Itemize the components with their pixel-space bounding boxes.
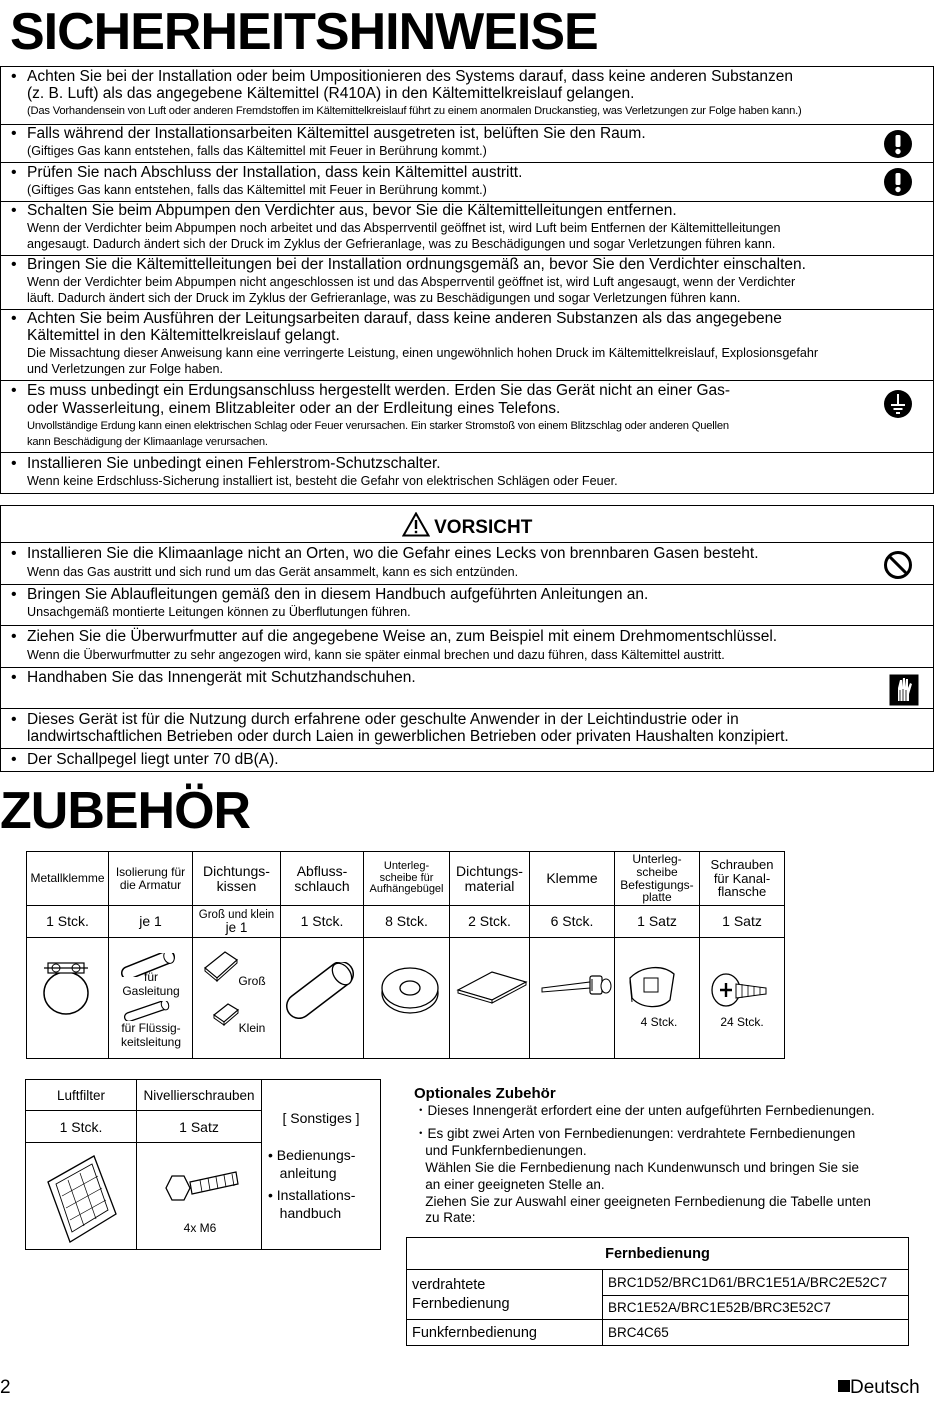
item-note: (Giftiges Gas kann entstehen, falls das Kältemittel mit Feuer in Berührung kommt.) — [27, 144, 487, 158]
leveling-screw-caption: 4x M6 — [183, 1221, 217, 1235]
item-note: Die Missachtung dieser Anweisung kann eine verringerte Leistung, einen ungewöhnlich hohen Druck im Kältemittelkreislauf, Explosionsgefahr — [27, 346, 819, 360]
safety-item — [1, 202, 933, 256]
leveling-screw-icon — [162, 1162, 242, 1212]
item-text: Achten Sie bei der Installation oder beim Umpositionieren des Systems darauf, dass keine anderen Substanzen — [27, 68, 793, 85]
other-item: • Installations- handbuch — [268, 1187, 356, 1221]
other-title: [ Sonstiges ] — [282, 1110, 360, 1126]
air-filter-icon — [44, 1152, 120, 1246]
caution-box — [0, 505, 934, 772]
header-cell: Dichtungs- material — [450, 852, 530, 906]
item-note: (Das Vorhandensein von Luft oder anderen Fremdstoffen im Kältemittelkreislauf führt zu einem anormalen Druckanstieg, was Verletzungen zur Folge haben kann.) — [27, 105, 802, 117]
optional-title: Optionales Zubehör — [414, 1085, 556, 1102]
caution-title: VORSICHT — [434, 517, 533, 538]
gloves-icon — [889, 674, 919, 706]
item-note: und Verletzungen zur Folge haben. — [27, 362, 224, 376]
item-note: Wenn das Gas austritt und sich rund um das Gerät ansammelt, kann es sich entzünden. — [27, 565, 519, 579]
wired-model: BRC1E52A/BRC1E52B/BRC3E52C7 — [603, 1296, 909, 1320]
flange-screw-icon — [708, 970, 770, 1014]
caution-item — [1, 668, 933, 709]
mounting-plate-washer-icon — [622, 962, 682, 1012]
qty-cell: 2 Stck. — [450, 906, 530, 938]
item-text: (z. B. Luft) als das angegebene Kältemittel (R410A) in den Kältemittelkreislauf gelangen. — [27, 85, 635, 102]
washer-icon — [378, 966, 442, 1016]
language-label: Deutsch — [838, 1377, 920, 1399]
divider — [25, 1142, 262, 1143]
item-text: landwirtschaftlichen Betrieben oder durch Laien in gewerblichen Betrieben oder privaten Haushalten konzipiert. — [27, 728, 789, 745]
bullet: • — [11, 545, 17, 562]
clamp-tie-icon — [540, 974, 612, 1000]
bullet: • — [11, 711, 17, 728]
safety-item — [1, 125, 933, 163]
item-text: Bringen Sie Ablaufleitungen gemäß den in diesem Handbuch aufgeführten Anleitungen an. — [27, 586, 649, 603]
bullet: • — [11, 125, 17, 142]
header-cell: Schrauben für Kanal- flansche — [700, 852, 785, 906]
item-note: Unsachgemäß montierte Leitungen können zu Überflutungen führen. — [27, 605, 411, 619]
divider — [25, 1110, 262, 1111]
remote-table-header: Fernbedienung — [407, 1238, 909, 1270]
item-text: Installieren Sie die Klimaanlage nicht an Orten, wo die Gefahr eines Lecks von brennbaren Gasen besteht. — [27, 545, 759, 562]
remote-control-table — [406, 1237, 909, 1346]
mandatory-icon — [883, 167, 913, 197]
item-note: Wenn der Verdichter beim Abpumpen nicht angeschlossen ist und das Absperrventil geöffnet ist, wird Luft angesaugt, wenn der Verdichter — [27, 275, 796, 289]
header-cell: Dichtungs- kissen — [193, 852, 281, 906]
bullet: • — [11, 586, 17, 603]
caution-heading — [1, 512, 933, 539]
divider — [136, 1079, 137, 1250]
other-item: • Bedienungs- anleitung — [268, 1147, 356, 1181]
air-filter-header: Luftfilter — [56, 1088, 106, 1103]
large-caption: Groß — [238, 974, 266, 988]
qty-cell: 1 Stck. — [27, 906, 109, 938]
header-cell: Metallklemme — [27, 852, 109, 906]
caution-header — [1, 506, 933, 543]
item-text: Handhaben Sie das Innengerät mit Schutzhandschuhen. — [27, 669, 416, 686]
safety-item — [1, 453, 933, 495]
qty-cell: Groß und klein je 1 — [193, 906, 281, 938]
item-note: Wenn der Verdichter beim Abpumpen noch arbeitet und das Absperrventil geöffnet ist, wird Luft beim Entfernen der Kältemittelleitungen — [27, 221, 781, 235]
qty-cell: 1 Satz — [700, 906, 785, 938]
wired-label: verdrahtete Fernbedienung — [407, 1270, 603, 1320]
square-icon — [838, 1380, 850, 1392]
safety-item — [1, 67, 933, 125]
bullet: • — [11, 382, 17, 399]
safety-box — [0, 66, 934, 494]
bullet: • — [11, 68, 17, 85]
earth-ground-icon — [883, 389, 913, 419]
qty-cell: je 1 — [109, 906, 193, 938]
screw-count: 24 Stck. — [720, 1015, 764, 1029]
liquid-line-insulation-icon — [122, 1001, 174, 1021]
item-text: oder Wasserleitung, einem Blitzableiter oder an der Erdleitung eines Telefons. — [27, 400, 561, 417]
leveling-screws-qty: 1 Satz — [179, 1119, 219, 1135]
caution-item — [1, 585, 933, 626]
safety-item — [1, 256, 933, 310]
bullet: • — [11, 628, 17, 645]
leveling-screws-header: Nivellierschrauben — [143, 1088, 255, 1103]
item-text: Der Schallpegel liegt unter 70 dB(A). — [27, 751, 279, 768]
bullet: • — [11, 202, 17, 219]
item-text: Installieren Sie unbedingt einen Fehlerstrom-Schutzschalter. — [27, 455, 441, 472]
item-text: Achten Sie beim Ausführen der Leitungsarbeiten darauf, dass keine anderen Substanzen als das angegebene — [27, 310, 782, 327]
item-note: angesaugt. Dadurch ändert sich der Druck im Zyklus der Gefrieranlage, was zu Beschädigungen und sogar Verletzungen führen kann. — [27, 237, 776, 251]
header-cell: Unterleg- scheibe Befestigungs- platte — [615, 852, 700, 906]
caution-item — [1, 543, 933, 585]
optional-bullet: ・Es gibt zwei Arten von Fernbedienungen: verdrahtete Fernbedienungen und Funkfernbedienungen. Wählen Sie die Fernbedienung nach Kundenwunsch und bringen Sie sie an einer geeigneten Stelle an. Ziehen Sie zur Auswahl einer geeigneten Fernbedienung die Tabelle unten zu Rate: — [414, 1126, 871, 1226]
wireless-model: BRC4C65 — [603, 1320, 909, 1346]
wireless-label: Funkfernbedienung — [407, 1320, 603, 1346]
header-cell: Unterleg- scheibe für Aufhängebügel — [364, 852, 450, 906]
liquid-line-caption: für Flüssig- keitsleitung — [120, 1021, 182, 1049]
bullet: • — [11, 455, 17, 472]
safety-item — [1, 381, 933, 453]
caution-item — [1, 626, 933, 668]
item-text: Bringen Sie die Kältemittelleitungen bei der Installation ordnungsgemäß an, bevor Sie den Verdichter einschalten. — [27, 256, 806, 273]
gas-line-caption: für Gasleitung — [122, 970, 180, 998]
small-caption: Klein — [238, 1021, 266, 1035]
caution-item — [1, 749, 933, 773]
qty-cell: 1 Satz — [615, 906, 700, 938]
caution-item — [1, 709, 933, 749]
item-text: Ziehen Sie die Überwurfmutter auf die angegebene Weise an, zum Beispiel mit einem Drehmomentschlüssel. — [27, 628, 778, 645]
item-note: läuft. Dadurch ändert sich der Druck im Zyklus der Gefrieranlage, was zu Beschädigungen und sogar Verletzungen führen kann. — [27, 291, 741, 305]
bullet: • — [11, 669, 17, 686]
item-text: Falls während der Installationsarbeiten Kältemittel ausgetreten ist, belüften Sie den Raum. — [27, 125, 646, 142]
bullet: • — [11, 164, 17, 181]
header-cell: Isolierung für die Armatur — [109, 852, 193, 906]
bullet: • — [11, 256, 17, 273]
item-text: Schalten Sie beim Abpumpen den Verdichter aus, bevor Sie die Kältemittelleitungen entfernen. — [27, 202, 677, 219]
item-note: Wenn keine Erdschluss-Sicherung installiert ist, besteht die Gefahr von elektrischen Schlägen oder Feuer. — [27, 474, 618, 488]
qty-cell: 8 Stck. — [364, 906, 450, 938]
item-note: Unvollständige Erdung kann einen elektrischen Schlag oder Feuer verursachen. Ein starker Stromstoß von einem Blitzschlag oder anderen Quellen — [27, 420, 729, 432]
header-cell: Klemme — [530, 852, 615, 906]
prohibited-icon — [883, 550, 913, 580]
item-text: Dieses Gerät ist für die Nutzung durch erfahrene oder geschulte Anwender in der Leichtindustrie oder in — [27, 711, 739, 728]
air-filter-qty: 1 Stck. — [59, 1119, 103, 1135]
safety-item — [1, 310, 933, 381]
item-note: (Giftiges Gas kann entstehen, falls das Kältemittel mit Feuer in Berührung kommt.) — [27, 183, 487, 197]
qty-cell: 6 Stck. — [530, 906, 615, 938]
item-text: Kältemittel in den Kältemittelkreislauf gelangt. — [27, 327, 340, 344]
header-cell: Abfluss- schlauch — [281, 852, 364, 906]
accessories-title: ZUBEHÖR — [0, 782, 251, 840]
item-note: kann Beschädigung der Klimaanlage verursachen. — [27, 436, 268, 448]
optional-bullet: ・Dieses Innengerät erfordert eine der unten aufgeführten Fernbedienungen. — [414, 1103, 875, 1118]
item-text: Es muss unbedingt ein Erdungsanschluss hergestellt werden. Erden Sie das Gerät nicht an einer Gas- — [27, 382, 731, 399]
bullet: • — [11, 751, 17, 768]
washer-count: 4 Stck. — [640, 1015, 678, 1029]
item-note: Wenn die Überwurfmutter zu sehr angezogen wird, kann sie später einmal brechen und dazu führen, dass Kältemittel austritt. — [27, 648, 725, 662]
divider — [261, 1079, 262, 1250]
qty-cell: 1 Stck. — [281, 906, 364, 938]
item-text: Prüfen Sie nach Abschluss der Installation, dass kein Kältemittel austritt. — [27, 164, 523, 181]
safety-item — [1, 163, 933, 202]
drain-hose-icon — [285, 962, 357, 1020]
page-number: 2 — [0, 1377, 11, 1398]
mandatory-icon — [883, 129, 913, 159]
safety-title: SICHERHEITSHINWEISE — [10, 3, 598, 61]
wired-model: BRC1D52/BRC1D61/BRC1E51A/BRC2E52C7 — [603, 1270, 909, 1296]
sealing-material-icon — [456, 970, 528, 1004]
metal-clamp-icon — [36, 955, 96, 1017]
warning-triangle-icon — [402, 512, 430, 537]
bullet: • — [11, 310, 17, 327]
